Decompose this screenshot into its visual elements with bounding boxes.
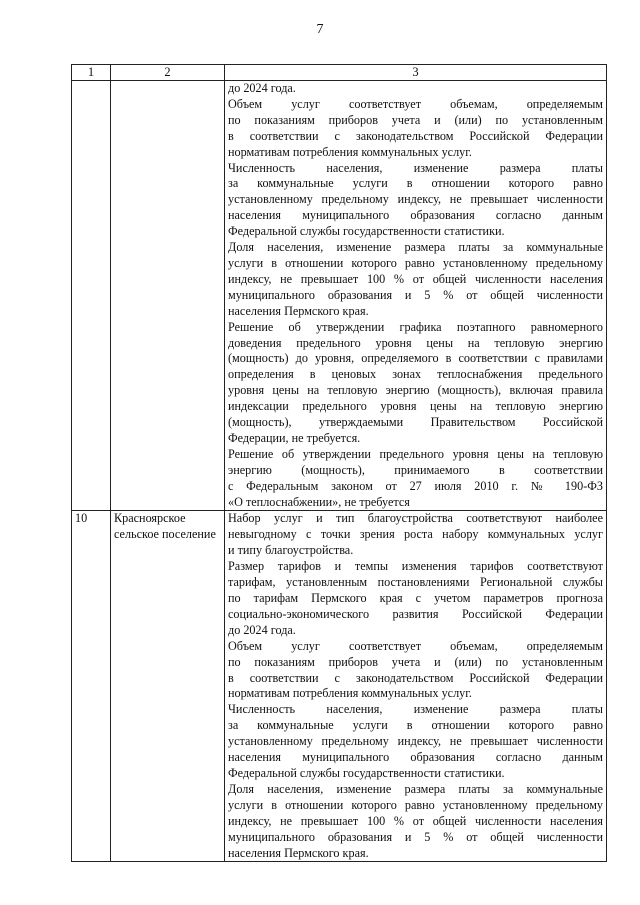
text-line: населения муниципального образования согласно данным — [228, 750, 603, 765]
text-line: доведения предельного уровня цены на тепловую энергию — [228, 335, 603, 350]
text-line: Численность населения, изменение размера платы — [228, 702, 603, 717]
text-line: (мощность), утверждаемыми Правительством Российской — [228, 415, 603, 430]
text-line: до 2024 года. — [228, 622, 296, 637]
text-line: Федеральной службы государственности статистики. — [228, 224, 505, 239]
header-cell-3: 3 — [225, 65, 607, 81]
settlement-name: Красноярское сельское поселение — [111, 511, 225, 862]
text-line: населения Пермского края. — [228, 303, 369, 318]
text-line: «О теплоснабжении», не требуется — [228, 494, 410, 509]
text-line: невыгодному с точки зрения роста набору коммунальных услуг — [228, 527, 603, 542]
description-cell — [225, 511, 607, 862]
text-line: Объем услуг соответствует объемам, определяемым — [228, 638, 603, 653]
text-line: в соответствии с законодательством Российской Федерации — [228, 670, 603, 685]
text-line: по показаниям приборов учета и (или) по установленным — [228, 654, 603, 669]
row-number: 10 — [72, 511, 111, 862]
text-line: нормативам потребления коммунальных услуг. — [228, 144, 472, 159]
table-header-row — [72, 65, 607, 81]
text-line: индексации предельного уровня цены на тепловую энергию — [228, 399, 603, 414]
text-line: социально-экономического развития Российской Федерации — [228, 606, 603, 621]
text-line: населения муниципального образования согласно данным — [228, 208, 603, 223]
text-line: муниципального образования и 5 % от общей численности — [228, 829, 603, 844]
text-line: за коммунальные услуги в отношении которого равно — [228, 718, 603, 733]
text-line: установленному предельному индексу, не превышает численности — [228, 734, 603, 749]
text-line: Федеральной службы государственности статистики. — [228, 765, 505, 780]
text-line: Федерации, не требуется. — [228, 430, 361, 445]
settlement-name — [111, 81, 225, 511]
text-line: услуги в отношении которого равно установленному предельному — [228, 255, 603, 270]
description-cell — [225, 81, 607, 511]
text-line: определения в ценовых зонах теплоснабжения предельного — [228, 367, 603, 382]
text-line: муниципального образования и 5 % от общей численности — [228, 287, 603, 302]
text-line: до 2024 года. — [228, 81, 296, 95]
text-line: с Федеральным законом от 27 июля 2010 г. № 190-ФЗ — [228, 478, 603, 493]
text-line: населения Пермского края. — [228, 845, 369, 860]
text-line: в соответствии с законодательством Российской Федерации — [228, 128, 603, 143]
text-line: (мощность) до уровня, определяемого в соответствии с правилами — [228, 351, 603, 366]
text-line: и типу благоустройства. — [228, 543, 354, 558]
text-line: Доля населения, изменение размера платы за коммунальные — [228, 240, 603, 255]
text-line: тарифам, установленным постановлениями Региональной службы — [228, 575, 603, 590]
document-table — [71, 64, 607, 862]
table-row — [72, 81, 607, 511]
text-line: Решение об утверждении графика поэтапного равномерного — [228, 319, 603, 334]
text-line: услуги в отношении которого равно установленному предельному — [228, 797, 603, 812]
text-line: уровня цены на тепловую энергию (мощность), включая правила — [228, 383, 603, 398]
header-cell-2: 2 — [111, 65, 225, 81]
text-line: Решение об утверждении предельного уровня цены на тепловую — [228, 446, 603, 461]
text-line: за коммунальные услуги в отношении которого равно — [228, 176, 603, 191]
text-line: Размер тарифов и темпы изменения тарифов соответствуют — [228, 559, 603, 574]
table-row — [72, 511, 607, 862]
header-cell-1: 1 — [72, 65, 111, 81]
row-number — [72, 81, 111, 511]
text-line: установленному предельному индексу, не превышает численности — [228, 192, 603, 207]
text-line: индексу, не превышает 100 % от общей численности населения — [228, 813, 603, 828]
text-line: Численность населения, изменение размера платы — [228, 160, 603, 175]
text-line: нормативам потребления коммунальных услуг. — [228, 686, 472, 701]
page-number: 7 — [316, 22, 324, 37]
text-line: индексу, не превышает 100 % от общей численности населения — [228, 271, 603, 286]
text-line: энергию (мощность), принимаемого в соответствии — [228, 462, 603, 477]
text-line: Доля населения, изменение размера платы за коммунальные — [228, 781, 603, 796]
text-line: Набор услуг и тип благоустройства соответствуют наиболее — [228, 511, 603, 526]
text-line: по тарифам Пермского края с учетом параметров прогноза — [228, 591, 603, 605]
text-line: по показаниям приборов учета и (или) по установленным — [228, 112, 603, 127]
text-line: Объем услуг соответствует объемам, определяемым — [228, 96, 603, 111]
